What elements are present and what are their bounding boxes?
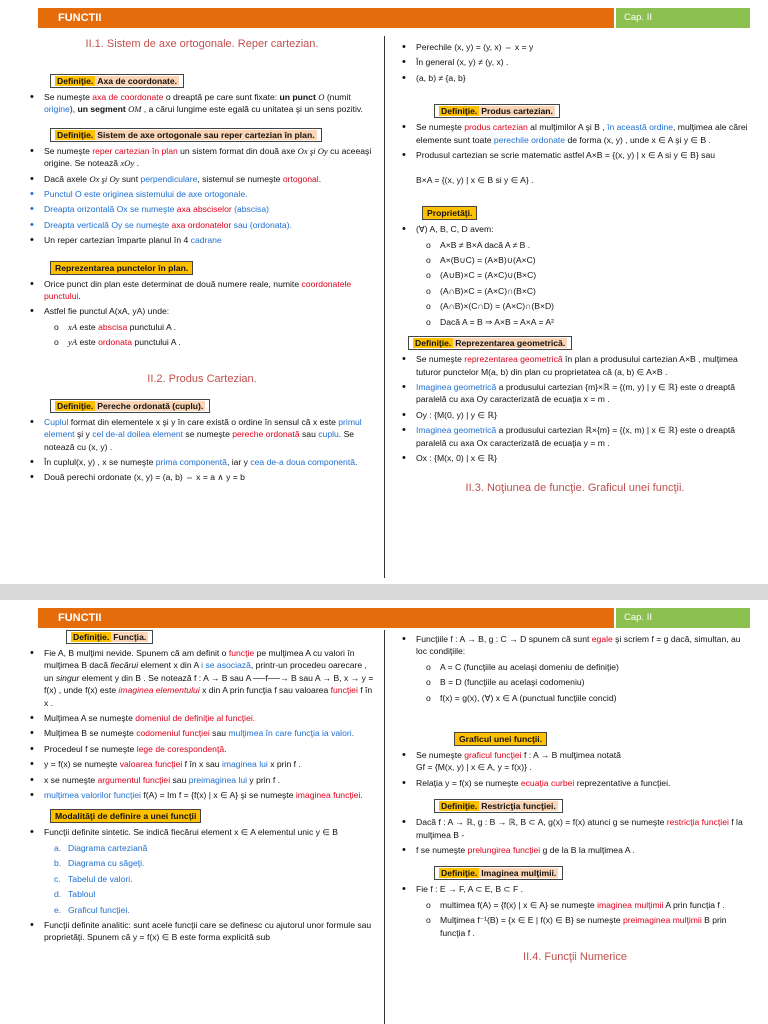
list-item: o multimea f(A) = {f(x) | x ∈ A} se numeşte imaginea mulţimii A prin funcţia f .	[400, 899, 750, 911]
definition-box: Proprietăţi.	[422, 206, 477, 220]
list-item: • În general (x, y) ≠ (y, x) .	[400, 56, 750, 68]
way-item: c. Tabelul de valori.	[28, 873, 376, 885]
definition-box: Reprezentarea punctelor în plan.	[50, 261, 193, 275]
chapter-label: Cap. II	[624, 12, 652, 23]
condition-item: o f(x) = g(x), (∀) x ∈ A (punctual funcţiile concid)	[400, 692, 750, 704]
list-item: • Dreapta orizontală Ox se numeşte axa absciselor (abscisa)	[28, 203, 376, 215]
property-item: o A×B ≠ B×A dacă A ≠ B .	[400, 239, 750, 251]
list-item: • Imaginea geometrică a produsului cartezian ℝ×{m} = {(x, m) | x ∈ ℝ} este o dreaptă paralelă cu axa Ox caracterizată de ecuaţia y = m .	[400, 424, 750, 449]
ways-list	[28, 826, 376, 915]
property-item: o (A∩B)×C = (A×C)∩(B×C)	[400, 285, 750, 297]
list-item: • Imaginea geometrică a produsului cartezian {m}×ℝ = {(m, y) | y ∈ ℝ} este o dreaptă paralelă cu axa Oy caracterizată de ecuaţia x = m .	[400, 381, 750, 406]
way-item: e. Graficul funcţiei.	[28, 904, 376, 916]
list-item: • Funcţiile f : A → B, g : C → D spunem că sunt egale şi scriem f = g dacă, simultan, au loc condiţiile:	[400, 633, 750, 658]
list-item: • Se numeşte produs cartezian al mulţimilor A şi B , în această ordine, mulţimea ale cărei elemente sunt toate perechile ordonate de forma (x, y) , unde x ∈ A şi y ∈ B .	[400, 121, 750, 146]
list-item: • Fie A, B mulţimi nevide. Spunem că am definit o funcţie pe mulţimea A cu valori în mulţimea B dacă fiecărui element x din A i se asociază, printr-un procedeu oarecare , un singur element y din B . Se notează f : A → B sau A ──f──→ B sau A → B, x → y = f(x) , unde f(x) este imaginea elementului x din A prin funcţia f sau valoarea funcţiei f în x .	[28, 647, 376, 709]
definition-box: Definiţie. Pereche ordonată (cuplu).	[50, 399, 210, 413]
list-item: • Orice punct din plan este determinat de două numere reale, numite coordonatele punctului.	[28, 278, 376, 303]
list-item: • f se numeşte prelungirea funcţiei g de la B la mulţimea A .	[400, 844, 750, 856]
property-item: o (A∪B)×C = (A×C)∪(B×C)	[400, 269, 750, 281]
right-column	[400, 630, 750, 963]
properties-list	[400, 223, 750, 328]
left-column	[28, 38, 376, 487]
list-item: o yA este ordonata punctului A .	[28, 336, 376, 348]
list-item: • În cuplul(x, y) , x se numeşte prima componentă, iar y cea de-a doua componentă.	[28, 456, 376, 468]
list-item: • Cuplul format din elementele x şi y în care există o ordine în sensul că x este primul element şi y cel de-al doilea element se numeşte pereche ordonată sau cuplu. Se notează cu (x, y) .	[28, 416, 376, 453]
list-item: • Astfel fie punctul A(xA, yA) unde:	[28, 305, 376, 317]
property-item: o Dacă A = B ⇒ A×B = A×A = A²	[400, 316, 750, 328]
condition-item: o A = C (funcţiile au acelaşi domeniu de definiţie)	[400, 661, 750, 673]
definition-box: Graficul unei funcţii.	[454, 732, 547, 746]
way-item: b. Diagrama cu săgeţi.	[28, 857, 376, 869]
definition-box: Definiţie. Sistem de axe ortogonale sau reper cartezian în plan.	[50, 128, 322, 142]
chapter-label: Cap. II	[624, 612, 652, 623]
list-item: • Produsul cartezian se scrie matematic astfel A×B = {(x, y) | x ∈ A si y ∈ B} sau B×A = {(x, y) | x ∈ B si y ∈ A} .	[400, 149, 750, 186]
list-item: o xA este abscisa punctului A .	[28, 321, 376, 333]
header-title: FUNCTII	[58, 612, 102, 624]
definition-value: Axa de coordonate.	[97, 76, 178, 86]
way-item: d. Tabloul	[28, 888, 376, 900]
list-item: • Ox : {M(x, 0) | x ∈ ℝ}	[400, 452, 750, 464]
list-item: • Relaţia y = f(x) se numeşte ecuaţia curbei reprezentative a funcţiei.	[400, 777, 750, 789]
definition-box: Modalităţi de definire a unei funcţii	[50, 809, 201, 823]
list-item: • Două perechi ordonate (x, y) = (a, b) ⇔ x = a ∧ y = b	[28, 471, 376, 483]
list-item: • Funcţii definite sintetic. Se indică fiecărui element x ∈ A elementul unic y ∈ B	[28, 826, 376, 838]
list-item: • Mulţimea B se numeşte codomeniul funcţiei sau mulţimea în care funcţia ia valori.	[28, 727, 376, 739]
section-title: II.1. Sistem de axe ortogonale. Reper cartezian.	[85, 38, 319, 50]
list-item: • mulţimea valorilor funcţiei f(A) = Im f = {f(x) | x ∈ A} şi se numeşte imaginea funcţiei.	[28, 789, 376, 801]
section-title: II.4. Funcţii Numerice	[523, 951, 627, 964]
list-item: • Dacă axele Ox şi Oy sunt perpendiculare, sistemul se numeşte ortogonal.	[28, 173, 376, 185]
list-item: • y = f(x) se numeşte valoarea funcţiei f în x sau imaginea lui x prin f .	[28, 758, 376, 770]
definition-box	[50, 74, 184, 88]
column-divider	[384, 36, 385, 578]
definition-box: Definiţie. Imaginea mulţimii.	[434, 866, 563, 880]
list-item: • Fie f : E → F, A ⊂ E, B ⊂ F .	[400, 883, 750, 895]
list-item: • Oy : {M(0, y) | y ∈ ℝ}	[400, 409, 750, 421]
chapter-tab	[616, 8, 750, 28]
list-item: • Se numeşte graficul funcţiei f : A → B mulţimea notată Gf = {M(x, y) | x ∈ A, y = f(x)} .	[400, 749, 750, 774]
list-item: • Procedeul f se numeşte lege de corespondenţă.	[28, 743, 376, 755]
list-item: • Se numeşte reprezentarea geometrică în plan a produsului cartezian A×B , mulţimea tuturor punctelor M(a, b) din plan cu proprietatea că (a, b) ∈ A×B .	[400, 353, 750, 378]
header-title: FUNCTII	[58, 12, 102, 24]
list-item: • Mulţimea A se numeşte domeniul de definiţie al funcţiei.	[28, 712, 376, 724]
property-item: o A×(B∪C) = (A×B)∪(A×C)	[400, 254, 750, 266]
definition-box: Definiţie. Produs cartezian.	[434, 104, 560, 118]
list-item: • (∀) A, B, C, D avem:	[400, 223, 750, 235]
left-column	[28, 630, 376, 947]
chapter-tab	[616, 608, 750, 628]
list-item: • x se numeşte argumentul funcţiei sau preimaginea lui y prin f .	[28, 774, 376, 786]
list-item: • Funcţii definite analitic: sunt acele funcţii care se definesc cu ajutorul unor formule sau proprietăţi. Spunem că y = f(x) ∈ B este forma explicită sub	[28, 919, 376, 944]
equality-list	[400, 633, 750, 704]
list-item: • Dacă f : A → ℝ, g : B → ℝ, B ⊂ A, g(x) = f(x) atunci g se numeşte restricţia funcţiei f la mulţimea B -	[400, 816, 750, 841]
property-item: o (A∩B)×(C∩D) = (A×C)∩(B×D)	[400, 300, 750, 312]
column-divider	[384, 630, 385, 1024]
list-item: o Mulţimea f⁻¹(B) = {x ∈ E | f(x) ∈ B} se numeşte preimaginea mulţimii B prin funcţia f .	[400, 914, 750, 939]
definition-key: Definiţie.	[57, 76, 94, 86]
way-item: a. Diagrama carteziană	[28, 842, 376, 854]
list-item: • Perechile (x, y) = (y, x) ⇔ x = y	[400, 41, 750, 53]
header-bar	[38, 608, 614, 628]
definition-box: Definiţie. Reprezentarea geometrică.	[408, 336, 572, 350]
list-item: • Se numeşte axa de coordonate o dreaptă pe care sunt fixate: un punct O (numit origine), un segment OM , a cărui lungime este egală cu unitatea şi un sens pozitiv.	[28, 91, 376, 116]
page-2	[0, 600, 768, 1024]
list-item: • (a, b) ≠ {a, b}	[400, 72, 750, 84]
list-item: • Un reper cartezian împarte planul în 4 cadrane	[28, 234, 376, 246]
section-title: II.2. Produs Cartezian.	[147, 372, 257, 385]
header-bar	[38, 8, 614, 28]
list-item: • Punctul O este originea sistemului de axe ortogonale.	[28, 188, 376, 200]
page-separator	[0, 584, 768, 600]
definition-box: Definiţie. Restricţia funcţiei.	[434, 799, 563, 813]
right-column	[400, 38, 750, 494]
definition-box: Definiţie. Funcţia.	[66, 630, 153, 644]
list-item: • Dreapta verticală Oy se numeşte axa ordonatelor sau (ordonata).	[28, 219, 376, 231]
list-item: • Se numeşte reper cartezian în plan un sistem format din două axe Ox şi Oy cu aceeaşi origine. Se notează xOy .	[28, 145, 376, 170]
section-title: II.3. Noţiunea de funcţie. Graficul unei funcţii.	[465, 482, 685, 495]
condition-item: o B = D (funcţiile au acelaşi codomeniu)	[400, 676, 750, 688]
